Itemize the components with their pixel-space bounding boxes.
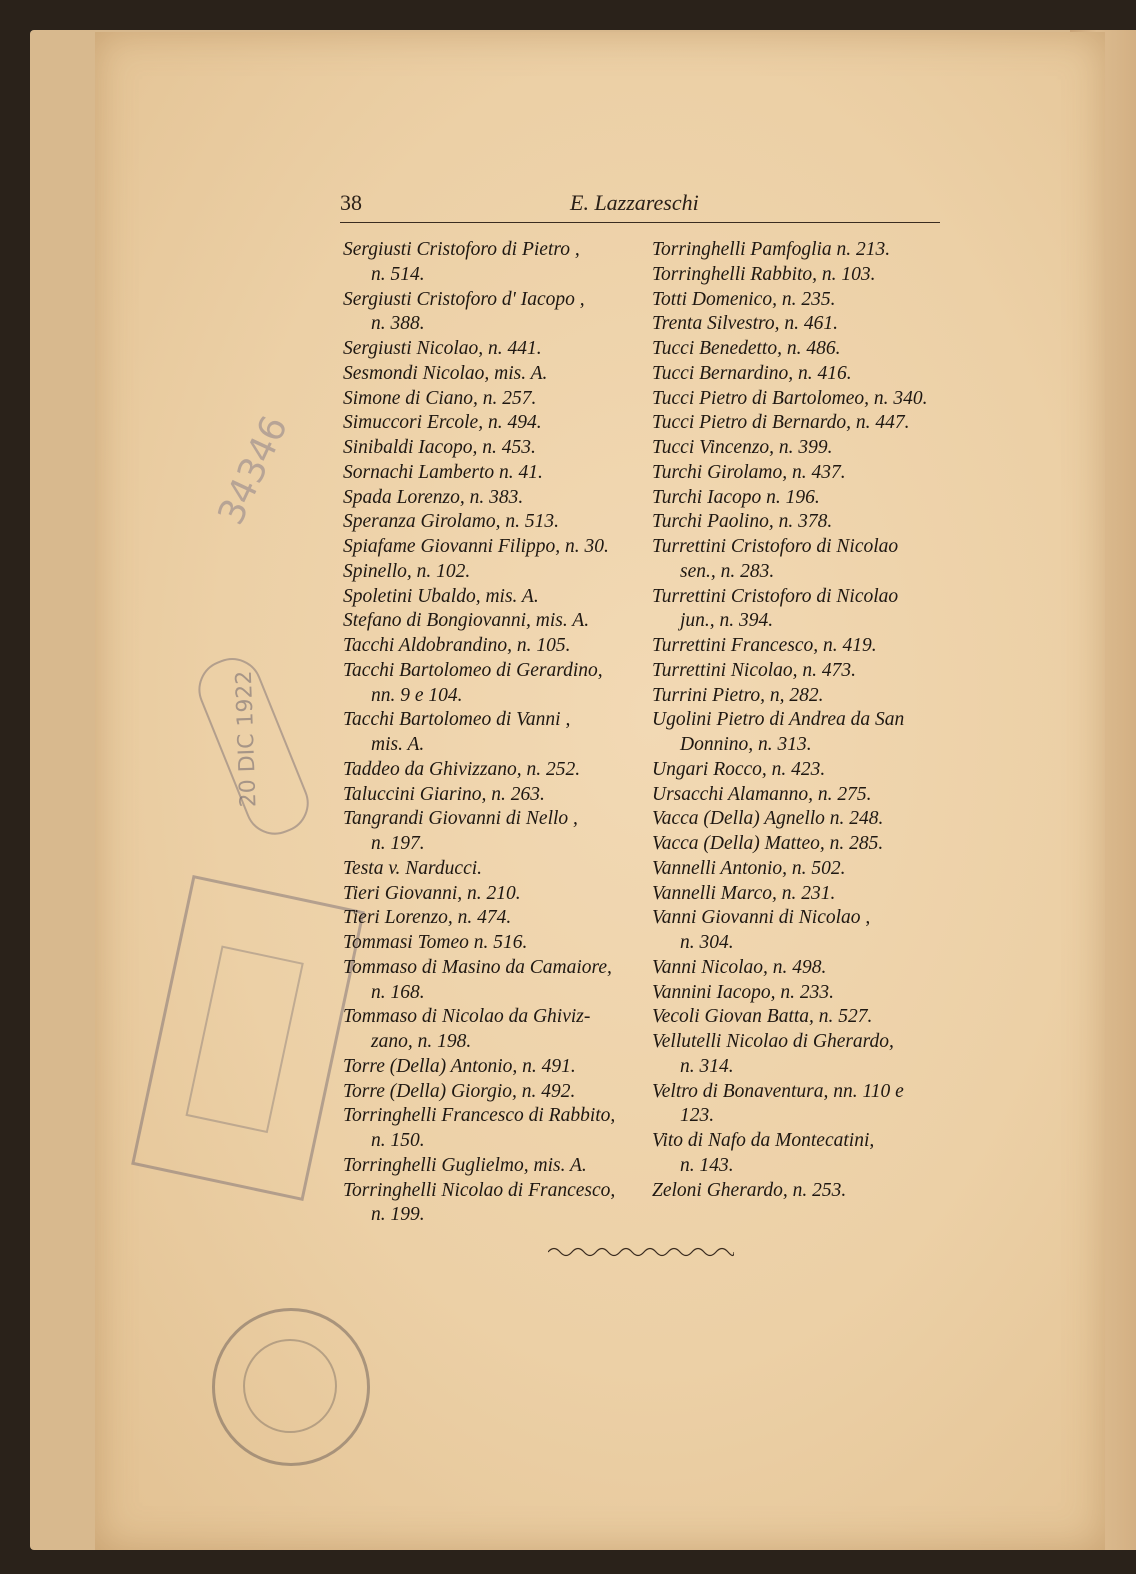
index-entry-line: Turchi Paolino, n. 378.	[652, 511, 833, 533]
index-entry-line: Tucci Vincenzo, n. 399.	[652, 437, 833, 458]
index-entry-continuation: zano, n. 198.	[371, 1031, 472, 1052]
index-entry	[652, 238, 948, 263]
index-entry-continuation: n. 168.	[371, 981, 425, 1003]
index-entry-line: Tacchi Bartolomeo di Vanni ,	[343, 709, 571, 731]
index-entry-line: Vanni Giovanni di Nicolao ,	[652, 907, 871, 929]
index-entry-line: Torre (Della) Antonio, n. 491.	[343, 1055, 576, 1077]
index-entry-line: Simuccori Ercole, n. 494.	[343, 412, 542, 434]
index-entry	[343, 387, 639, 412]
index-entry-line: Spada Lorenzo, n. 383.	[343, 486, 524, 508]
index-entry-line: Turrettini Nicolao, n. 473.	[652, 659, 857, 681]
index-entry-line: Vannini Iacopo, n. 233.	[652, 981, 834, 1003]
index-entry	[652, 1080, 948, 1130]
index-entry-continuation: Donnino, n. 313.	[680, 734, 812, 755]
index-entry	[343, 461, 639, 486]
index-entry-line: Torringhelli Francesco di Rabbito,	[343, 1105, 616, 1127]
index-entry	[652, 1030, 948, 1080]
index-entry	[343, 882, 639, 907]
index-entry	[652, 312, 948, 337]
index-entry	[652, 1179, 948, 1204]
closing-ornament	[548, 1244, 734, 1258]
index-entry	[652, 857, 948, 882]
index-entry	[343, 238, 639, 288]
index-entry-continuation: n. 197.	[371, 833, 425, 854]
index-entry-line: Turchi Iacopo n. 196.	[652, 486, 820, 508]
index-entry-line: Trenta Silvestro, n. 461.	[652, 313, 838, 335]
index-entry	[652, 535, 948, 585]
index-entry-line: Sornachi Lamberto n. 41.	[343, 461, 543, 483]
index-entry-line: Torringhelli Rabbito, n. 103.	[652, 263, 876, 285]
index-entry-continuation: n. 514.	[371, 263, 425, 285]
index-entry	[343, 1005, 639, 1055]
index-entry-line: Stefano di Bongiovanni, mis. A.	[343, 610, 590, 632]
index-entry	[343, 1154, 639, 1179]
index-entry-line: Taddeo da Ghivizzano, n. 252.	[343, 758, 581, 780]
index-entry-line: Turrettini Cristoforo di Nicolao	[652, 536, 899, 557]
index-entry	[652, 906, 948, 956]
index-entry-continuation: jun., n. 394.	[680, 610, 774, 632]
inventory-number-stamp: 34346	[210, 409, 297, 532]
index-entry-line: Taluccini Giarino, n. 263.	[343, 783, 545, 805]
index-entry-line: Tacchi Bartolomeo di Gerardino,	[343, 659, 603, 681]
index-entry-line: Vacca (Della) Agnello n. 248.	[652, 808, 884, 830]
index-entry-continuation: mis. A.	[371, 734, 425, 755]
index-entry	[652, 411, 948, 436]
index-entry-line: Turrini Pietro, n, 282.	[652, 684, 824, 706]
index-entry	[652, 585, 948, 635]
index-entry	[652, 783, 948, 808]
index-entry	[343, 1179, 639, 1229]
index-entry	[652, 758, 948, 783]
index-entry	[652, 684, 948, 709]
index-entry	[343, 807, 639, 857]
index-entry-line: Tucci Pietro di Bartolomeo, n. 340.	[652, 387, 928, 409]
index-entry-line: Vecoli Giovan Batta, n. 527.	[652, 1006, 873, 1028]
index-entry	[652, 634, 948, 659]
index-entry	[343, 708, 639, 758]
index-entry	[652, 832, 948, 857]
index-entry-line: Tucci Benedetto, n. 486.	[652, 338, 841, 359]
index-entry-line: Sergiusti Nicolao, n. 441.	[343, 338, 542, 359]
index-entry	[652, 659, 948, 684]
index-entry	[343, 758, 639, 783]
index-entry-line: Tommasi Tomeo n. 516.	[343, 932, 528, 953]
index-entry-line: Vanni Nicolao, n. 498.	[652, 956, 827, 978]
index-entry-line: Tucci Bernardino, n. 416.	[652, 362, 852, 384]
index-entry	[343, 857, 639, 882]
index-entry-line: Tommaso di Masino da Camaiore,	[343, 956, 612, 978]
index-entry	[652, 486, 948, 511]
index-entry-line: Totti Domenico, n. 235.	[652, 288, 836, 310]
index-entry-line: Vellutelli Nicolao di Gherardo,	[652, 1031, 894, 1052]
index-entry	[343, 609, 639, 634]
index-entry	[343, 535, 639, 560]
index-entry	[652, 1129, 948, 1179]
seal-inner-ring	[243, 1339, 337, 1433]
index-entry-line: Simone di Ciano, n. 257.	[343, 387, 537, 409]
index-entry-line: Sesmondi Nicolao, mis. A.	[343, 362, 548, 384]
index-entry-line: Tangrandi Giovanni di Nello ,	[343, 808, 578, 830]
index-entry	[343, 337, 639, 362]
index-entry-line: Tieri Lorenzo, n. 474.	[343, 907, 512, 929]
index-entry	[343, 1104, 639, 1154]
index-entry	[652, 337, 948, 362]
index-entry	[652, 461, 948, 486]
page-header	[340, 190, 940, 223]
index-entry	[343, 956, 639, 1006]
index-entry	[652, 510, 948, 535]
index-entry	[343, 659, 639, 709]
index-entry-continuation: n. 199.	[371, 1204, 425, 1226]
index-entry-line: Sinibaldi Iacopo, n. 453.	[343, 437, 536, 458]
index-entry	[343, 1055, 639, 1080]
index-entry-line: Tieri Giovanni, n. 210.	[343, 882, 521, 904]
index-entry-line: Tacchi Aldobrandino, n. 105.	[343, 635, 571, 656]
index-entry	[652, 387, 948, 412]
index-entry-line: Sergiusti Cristoforo d' Iacopo ,	[343, 288, 585, 310]
index-entry-line: Torringhelli Guglielmo, mis. A.	[343, 1154, 587, 1176]
index-entry-line: Vacca (Della) Matteo, n. 285.	[652, 833, 884, 854]
index-entry-continuation: n. 150.	[371, 1130, 425, 1151]
index-entry-continuation: n. 304.	[680, 932, 734, 953]
index-entry	[343, 1080, 639, 1105]
index-entry	[652, 882, 948, 907]
index-entry-line: Vito di Nafo da Montecatini,	[652, 1130, 875, 1151]
index-entry	[652, 362, 948, 387]
page-number: 38	[340, 190, 362, 215]
index-column-right	[652, 238, 948, 1203]
index-entry-line: Torringhelli Pamfoglia n. 213.	[652, 239, 891, 260]
date-stamp-text: 20 DIC 1922	[231, 670, 262, 808]
index-entry	[343, 486, 639, 511]
index-entry	[343, 585, 639, 610]
index-entry	[343, 906, 639, 931]
index-entry	[652, 288, 948, 313]
index-entry-line: Tucci Pietro di Bernardo, n. 447.	[652, 412, 910, 434]
index-entry-continuation: n. 314.	[680, 1055, 734, 1077]
index-entry-continuation: nn. 9 e 104.	[371, 684, 463, 706]
index-entry-continuation: n. 143.	[680, 1154, 734, 1176]
index-entry-line: Testa v. Narducci.	[343, 857, 483, 879]
running-head: E. Lazzareschi	[570, 190, 699, 215]
index-entry-line: Tommaso di Nicolao da Ghiviz-	[343, 1006, 591, 1028]
index-entry	[652, 436, 948, 461]
index-entry-line: Ungari Rocco, n. 423.	[652, 758, 826, 780]
index-entry-line: Vannelli Marco, n. 231.	[652, 882, 836, 904]
index-entry	[343, 560, 639, 585]
index-entry-line: Torringhelli Nicolao di Francesco,	[343, 1179, 616, 1201]
index-entry	[652, 981, 948, 1006]
index-entry-line: Ugolini Pietro di Andrea da San	[652, 709, 905, 731]
index-entry-line: Torre (Della) Giorgio, n. 492.	[343, 1080, 576, 1102]
index-entry-line: Veltro di Bonaventura, nn. 110 e	[652, 1080, 904, 1102]
index-entry-continuation: n. 388.	[371, 313, 425, 335]
index-entry-line: Turrettini Cristoforo di Nicolao	[652, 585, 899, 607]
index-entry-line: Spoletini Ubaldo, mis. A.	[343, 585, 539, 607]
index-column-left	[343, 238, 639, 1228]
index-entry	[343, 634, 639, 659]
index-entry	[652, 807, 948, 832]
index-entry	[343, 436, 639, 461]
index-entry	[343, 362, 639, 387]
index-entry-line: Speranza Girolamo, n. 513.	[343, 511, 559, 533]
index-entry	[652, 956, 948, 981]
index-entry-line: Spinello, n. 102.	[343, 560, 471, 582]
index-entry-line: Sergiusti Cristoforo di Pietro ,	[343, 239, 580, 260]
index-entry-line: Spiafame Giovanni Filippo, n. 30.	[343, 536, 609, 557]
index-entry-continuation: sen., n. 283.	[680, 560, 775, 582]
index-entry	[343, 783, 639, 808]
library-seal-stamp	[212, 1308, 370, 1466]
index-entry-line: Zeloni Gherardo, n. 253.	[652, 1179, 847, 1201]
index-entry	[652, 1005, 948, 1030]
index-entry-line: Vannelli Antonio, n. 502.	[652, 857, 846, 879]
index-entry	[343, 411, 639, 436]
index-entry	[652, 708, 948, 758]
index-entry	[652, 263, 948, 288]
index-entry	[343, 288, 639, 338]
index-entry-line: Turrettini Francesco, n. 419.	[652, 635, 877, 656]
index-entry-continuation: 123.	[680, 1105, 715, 1127]
index-entry	[343, 931, 639, 956]
index-entry-line: Ursacchi Alamanno, n. 275.	[652, 783, 872, 805]
rect-stamp-inner	[185, 946, 303, 1134]
index-entry	[343, 510, 639, 535]
index-entry-line: Turchi Girolamo, n. 437.	[652, 461, 846, 483]
